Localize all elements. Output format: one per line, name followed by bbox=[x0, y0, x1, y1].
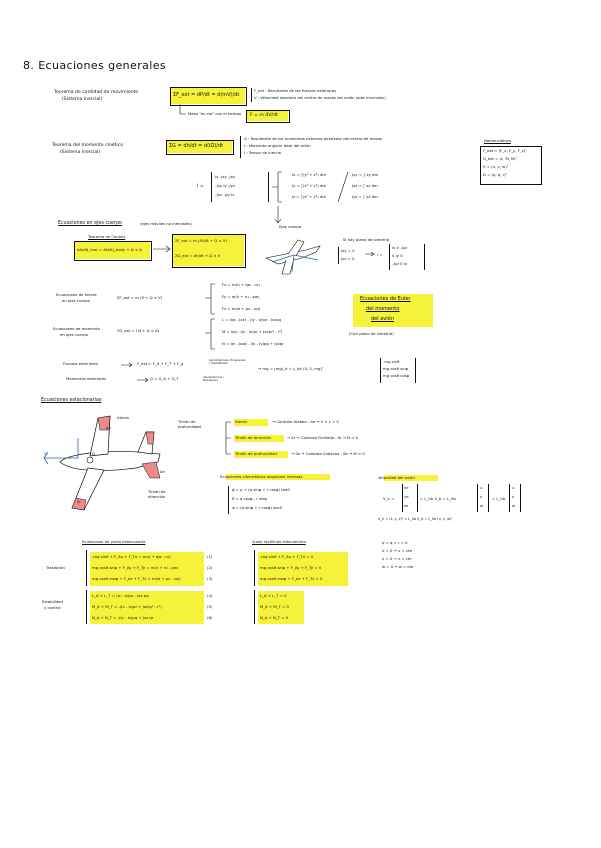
vel-eq: V_h = (ẋ, ẏ, ż)ᵀ = L_hb V_b = L_hb (u, v, w)ᵀ bbox=[378, 517, 453, 521]
right-b-row-1: L_A + L_T = 0 bbox=[260, 593, 287, 598]
vel-lhs-symbol: V_h = bbox=[383, 496, 395, 501]
nomenclature-row-1: F_ext = (F_x, F_y, F_z)ᵀ bbox=[483, 148, 527, 153]
vel-rhs2-1: u bbox=[512, 485, 515, 490]
vel-rhs-3: w bbox=[480, 503, 484, 508]
force-row-3: Fz = m(ẇ + pv - qu) bbox=[222, 306, 261, 311]
moment-label-1: Ecuaciones de momento bbox=[53, 326, 100, 331]
cond-1: p = q = r = 0 bbox=[382, 540, 408, 545]
body-eq-2: ΣG_ext = dh/dt + Ω × h bbox=[175, 253, 221, 258]
force-row-1: Fx = m(u̇ + qw - rv) bbox=[222, 282, 260, 287]
s1-brace bbox=[251, 88, 252, 102]
left-a-row-2: mg cosθ sinφ + F_Ay + F_Ty = m(v̇ + ru - pw) bbox=[92, 565, 179, 570]
right-b-brace bbox=[254, 590, 255, 624]
s1-down-arrow bbox=[178, 104, 188, 116]
left-a-row-1: -mg sinθ + F_Ax + F_Tx = m(u̇ + qw - rv) bbox=[92, 554, 171, 559]
s2-equation: ΣG = dh/dt = d(IΩ)/dt bbox=[169, 143, 224, 149]
s5-header-right: Vuelo rectilíneo estacionario bbox=[252, 539, 306, 544]
s1-label-line1: Teorema de cantidad de movimiento bbox=[54, 90, 139, 95]
ctrl-3-out: → δe → Controla Cabeceo : δe → M ⇒ 0 bbox=[291, 451, 365, 456]
vel-rhs2-2: v bbox=[512, 494, 515, 499]
s2-brace bbox=[240, 136, 241, 158]
s2-label-line1: Teorema del momento cinético bbox=[52, 143, 124, 148]
vel-rhs-1: u bbox=[480, 485, 483, 490]
body-eq-1: ΣF_ext = m (∂V/∂t + Ω × V) bbox=[175, 238, 227, 243]
kin-brace bbox=[228, 486, 229, 514]
traslacion-label: Traslación bbox=[46, 565, 65, 570]
vel-lhs-2: ẏe bbox=[404, 494, 409, 499]
kin-title: Ecuaciones cinemáticas angulares inversas bbox=[220, 474, 303, 479]
inertia-divider bbox=[336, 170, 350, 204]
ext-moments-arrow bbox=[136, 376, 150, 384]
right-a-row-1: -mg sinθ + F_Ax + F_Tx = 0 bbox=[260, 554, 314, 559]
vel-rhs2-3: w bbox=[512, 503, 516, 508]
left-a-num-3: (3) bbox=[207, 576, 213, 581]
body-axes-airplane bbox=[258, 236, 328, 278]
ctrl-1-cond: Alerón bbox=[235, 419, 248, 424]
right-a-brace bbox=[254, 550, 255, 586]
cond-4: ẇ = 0 → w = cte bbox=[382, 564, 414, 569]
ctrl-2-cond: Timón de dirección bbox=[235, 435, 272, 440]
s3-header-note: (ejes móviles no inerciales) bbox=[140, 221, 192, 226]
tensor-brace-arrow bbox=[270, 170, 290, 204]
left-b-num-2: (5) bbox=[207, 604, 213, 609]
tensor-lhs: I = bbox=[197, 184, 204, 189]
euler-line-1: Ecuaciones de Euler bbox=[360, 296, 411, 302]
sym-tensor-row-2: 0 Iy 0 bbox=[392, 253, 403, 258]
force-label-1: Ecuaciones de fuerza bbox=[56, 292, 97, 297]
ext-forces-sub: Aerodinámicas / Propulsivas / Gravitatorias bbox=[209, 359, 246, 365]
euler-line-2: del momento bbox=[366, 306, 400, 312]
ext-forces-arrow bbox=[120, 361, 134, 369]
vel-title: Velocidad del avión bbox=[378, 475, 415, 480]
right-b-row-3: N_A + N_T = 0 bbox=[260, 615, 289, 620]
nomenclature-header: Nomenclatura bbox=[484, 138, 511, 143]
s1-arrow-note: Masa "es cte" con el tiempo bbox=[188, 111, 242, 116]
inertia-row-1: Ix = ∫(y² + z²) dm bbox=[292, 172, 327, 177]
force-lhs: ΣF_ext = m (V̇ + Ω × V) bbox=[117, 295, 163, 300]
kin-row-3: ψ̇ = (q sinφ + r cosφ) secθ bbox=[232, 505, 282, 510]
left-a-row-3: mg cosθ cosφ + F_Az + F_Tz = m(ẇ + pv - qu) bbox=[92, 576, 181, 581]
cond-2: u̇ = 0 → u = cte bbox=[382, 548, 412, 553]
s1-equation: ΣF_ext = dP/dt = d(mV)/dt bbox=[173, 92, 240, 98]
kin-row-2: θ̇ = q cosφ - r sinφ bbox=[232, 496, 267, 501]
right-a-row-3: mg cosθ cosφ + F_Az + F_Tz = 0 bbox=[260, 576, 323, 581]
product-row-1: Jxy = ∫ xy dm bbox=[352, 172, 379, 177]
coriolis-label: Teorema de Coriolis bbox=[88, 234, 126, 239]
nomenclature-row-2: G_ext = (L, M, N)ᵀ bbox=[483, 156, 517, 161]
s1-eq2: F = m dV/dt bbox=[250, 113, 278, 118]
moment-row-2: M = Iyq̇ - (Iz - Ix)pr + Jxz(p² - r²) bbox=[222, 329, 283, 334]
left-b-row-2: M_A + M_T = -(Ix - Iz)pr + Jxz(p² - r²) bbox=[92, 604, 162, 609]
weight-row-3: mg cosθ cosφ bbox=[383, 373, 410, 378]
weight-row-1: -mg sinθ bbox=[383, 359, 400, 364]
ext-moments-eq: G = G_A + G_T bbox=[150, 376, 179, 381]
coriolis-arrow bbox=[152, 244, 172, 254]
label-delta-e: δe bbox=[160, 469, 165, 474]
label-delta-a: δa bbox=[106, 425, 111, 430]
force-row-2: Fy = m(v̇ + ru - pw) bbox=[222, 294, 260, 299]
s3-header: Ecuaciones en ejes cuerpo bbox=[58, 221, 122, 226]
airplane-diagram bbox=[38, 408, 168, 520]
s1-note-1: F_ext : Resultante de las fuerzas exteriores bbox=[254, 88, 337, 93]
sym-tensor-lhs: I = bbox=[377, 252, 383, 257]
s1-label-line2: (Sistema inercial) bbox=[62, 97, 103, 102]
inertia-row-2: Iy = ∫(x² + z²) dm bbox=[292, 183, 327, 188]
sym-note: Si hay plano de simetría bbox=[343, 237, 390, 242]
force-brace bbox=[204, 282, 218, 316]
left-a-num-2: (2) bbox=[207, 565, 213, 570]
nomenclature-row-4: Ω = (p, q, r)ᵀ bbox=[483, 172, 508, 177]
weight-row-2: mg cosθ sinφ bbox=[383, 366, 409, 371]
left-b-brace bbox=[86, 590, 87, 624]
moment-label-2: en ejes cuerpo bbox=[60, 332, 88, 337]
cond-3: v̇ = 0 → v = cte bbox=[382, 556, 412, 561]
sym-tensor-row-3: -Jxz 0 Iz bbox=[392, 261, 407, 266]
vel-rhs-2: v bbox=[480, 494, 483, 499]
moment-row-3: N = Izṙ - Jxzṗ - (Ix - Iy)pq + Jxzqr bbox=[222, 341, 284, 346]
label-v: V bbox=[44, 451, 47, 456]
sym-row-2: Jyz = 0 bbox=[341, 256, 355, 261]
s2-note-1: G : Resultante de los momentos externos alrededor del centro de masas bbox=[244, 136, 382, 141]
coriolis-eq: dA/dt|_iner = ∂A/∂t|_body + Ω × A bbox=[77, 247, 142, 252]
s2-note-3: I : Tensor de inercia bbox=[244, 150, 281, 155]
moment-brace bbox=[204, 317, 218, 351]
ext-moments-label: Momentos exteriores bbox=[66, 376, 107, 381]
s5-header-left: Ecuaciones de vuelo estacionario bbox=[82, 539, 146, 544]
label-rudder: Timón de dirección bbox=[148, 489, 166, 499]
moment-lhs: ΣG_ext = I Ω̇ + Ω × IΩ bbox=[117, 328, 160, 333]
left-b-row-1: L_A + L_T = (Iz - Iy)qr - Jxz pq bbox=[92, 593, 149, 598]
label-aileron: Alerón bbox=[117, 415, 130, 420]
stability-label-2: y control bbox=[44, 605, 61, 610]
euler-line-3: del avión bbox=[371, 316, 394, 322]
left-b-num-3: (6) bbox=[207, 615, 213, 620]
label-delta-r: δr bbox=[77, 499, 81, 504]
product-row-3: Jyz = ∫ yz dm bbox=[352, 194, 378, 199]
label-elevator: Timón de profundidad bbox=[178, 419, 201, 429]
sym-brace bbox=[338, 247, 339, 264]
ext-moments-sub: Aerodinámicos / Propulsivos bbox=[203, 376, 224, 382]
sym-tensor-row-1: Ix 0 -Jxz bbox=[392, 245, 408, 250]
s1-note-2: V : Velocidad absoluta del centro de masas del avión (ejes inerciales) bbox=[254, 95, 386, 100]
force-label-2: en ejes cuerpo bbox=[62, 298, 90, 303]
moment-row-1: L = Ixṗ - Jxzṙ - (Iy - Iz)qr - Jxzpq bbox=[222, 317, 282, 322]
kin-row-1: φ̇ = p + (q sinφ + r cosφ) tanθ bbox=[232, 487, 290, 492]
label-omega: Ω bbox=[92, 451, 95, 456]
tensor-row-1: Ix -Jxy -Jxz bbox=[215, 174, 235, 179]
left-b-num-1: (4) bbox=[207, 593, 213, 598]
sym-row-1: Jxy = 0 bbox=[341, 248, 355, 253]
s2-note-2: I : Momento angular total del avión bbox=[244, 143, 311, 148]
tensor-row-3: -Jxz -Jyz Iz bbox=[215, 192, 235, 197]
page-title: 8. Ecuaciones generales bbox=[23, 59, 167, 72]
nomenclature-row-3: V = (u, v, w)ᵀ bbox=[483, 164, 509, 169]
left-b-row-3: N_A + N_T = -(Iy - Ix)pq + Jxz qr bbox=[92, 615, 154, 620]
stability-label-1: Estabilidad bbox=[42, 599, 63, 604]
controls-arrows bbox=[224, 418, 232, 458]
ejes-note: Ejes cuerpo bbox=[279, 224, 302, 229]
tensor-row-2: -Jxy Iy -Jyz bbox=[215, 183, 235, 188]
vel-mid: = L_hb V_b = L_hb bbox=[420, 496, 456, 501]
left-a-num-1: (1) bbox=[207, 554, 213, 559]
right-b-row-2: M_A + M_T = 0 bbox=[260, 604, 289, 609]
s2-label-line2: (Sistema inercial) bbox=[60, 150, 101, 155]
ctrl-3-cond: Timón de profundidad bbox=[235, 451, 277, 456]
product-row-2: Jxz = ∫ xz dm bbox=[352, 183, 378, 188]
s4-header: Ecuaciones estacionarias bbox=[41, 398, 102, 403]
inertia-row-3: Iz = ∫(x² + y²) dm bbox=[292, 194, 327, 199]
right-a-row-2: mg cosθ sinφ + F_Ay + F_Ty = 0 bbox=[260, 565, 322, 570]
left-a-brace bbox=[86, 550, 87, 586]
euler-note: (Con plano de simetría) bbox=[349, 331, 394, 336]
weight-eq: → mg = (mg)_b = L_bh (0, 0, mg)ᵀ bbox=[258, 366, 324, 371]
vel-lhs-1: ẋe bbox=[404, 485, 409, 490]
ext-forces-eq: F_ext = F_A + F_T + F_g bbox=[137, 361, 184, 366]
ctrl-1-out: → Controla Alabeo : δa → 0 ⇒ L = 0 bbox=[272, 419, 339, 424]
vel-lhs-3: że bbox=[404, 503, 409, 508]
ctrl-2-out: → δr → Controla Guiñada : δr → N ⇒ 0 bbox=[287, 435, 359, 440]
ext-forces-label: Fuerzas exteriores bbox=[63, 361, 98, 366]
sym-arrow bbox=[364, 249, 376, 259]
vel-eq-tail: = L_hb bbox=[492, 496, 506, 501]
